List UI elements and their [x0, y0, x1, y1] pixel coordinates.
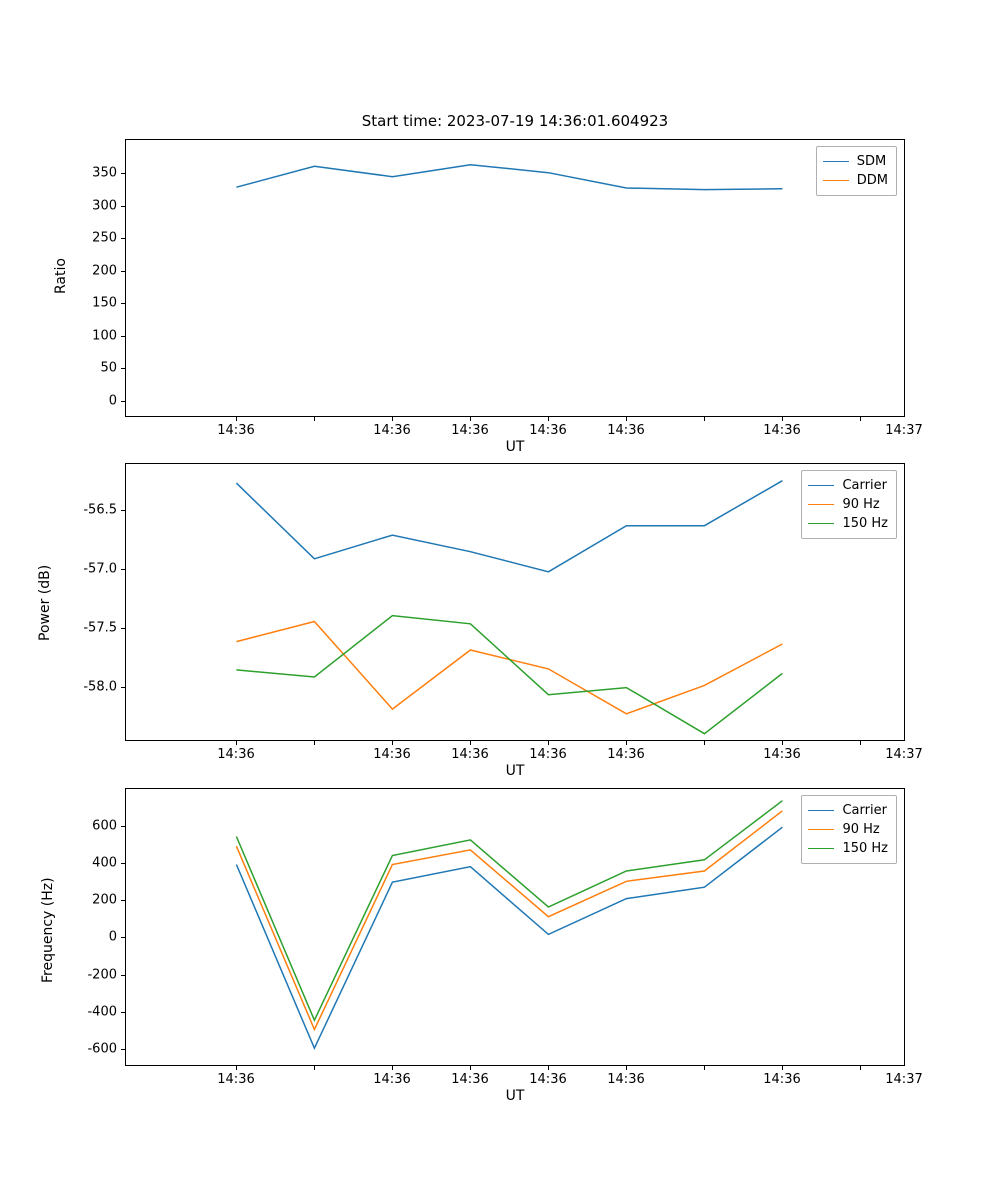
ytick-label: -57.5 [83, 620, 117, 636]
xtick-mark [626, 1066, 627, 1070]
xtick-label: 14:36 [451, 1072, 489, 1087]
y-axis-label: Ratio [53, 258, 69, 294]
xtick-mark [470, 1066, 471, 1070]
ytick-label: 100 [92, 328, 117, 344]
ytick-label: 400 [92, 855, 117, 871]
xtick-label: 14:36 [373, 747, 411, 762]
legend-ratio [816, 146, 897, 196]
xtick-mark [392, 741, 393, 745]
ytick-label: -58.0 [83, 679, 117, 695]
xtick-label: 14:36 [451, 423, 489, 438]
xtick-label: 14:36 [607, 1072, 645, 1087]
xtick-mark [782, 741, 783, 745]
xtick-label: 14:36 [373, 423, 411, 438]
legend-swatch-90hz [808, 829, 834, 830]
xtick-mark [470, 741, 471, 745]
ytick-label: 350 [92, 165, 117, 181]
legend-label: 90 Hz [842, 497, 880, 512]
legend-item [808, 495, 888, 514]
xtick-mark [548, 1066, 549, 1070]
xtick-label: 14:36 [217, 1072, 255, 1087]
legend-item [823, 152, 888, 171]
legend-swatch-ddm [823, 180, 849, 181]
xtick-mark [626, 741, 627, 745]
xtick-mark [314, 417, 315, 421]
ytick-label: 50 [100, 360, 117, 376]
legend-item [808, 801, 888, 820]
legend-swatch-carrier [808, 485, 834, 486]
xtick-label: 14:37 [885, 1072, 923, 1087]
ytick-label: 300 [92, 198, 117, 214]
legend-swatch-150hz [808, 523, 834, 524]
x-axis-label: UT [505, 439, 525, 455]
xtick-mark [704, 1066, 705, 1070]
xtick-label: 14:36 [373, 1072, 411, 1087]
legend-power [801, 470, 897, 539]
ytick-label: -200 [87, 967, 117, 983]
xtick-mark [236, 741, 237, 745]
ytick-mark [121, 303, 125, 304]
xtick-label: 14:36 [529, 1072, 567, 1087]
ytick-label: -400 [87, 1004, 117, 1020]
xtick-label: 14:36 [529, 423, 567, 438]
xtick-mark [626, 417, 627, 421]
ytick-label: 0 [108, 393, 117, 409]
legend-label: 90 Hz [842, 822, 880, 837]
ytick-label: 200 [92, 892, 117, 908]
ytick-mark [121, 401, 125, 402]
legend-item [808, 839, 888, 858]
xtick-mark [860, 741, 861, 745]
ytick-mark [121, 238, 125, 239]
ytick-mark [121, 206, 125, 207]
ytick-mark [121, 937, 125, 938]
xtick-label: 14:37 [885, 423, 923, 438]
ytick-mark [121, 900, 125, 901]
xtick-mark [548, 741, 549, 745]
x-axis-label: UT [505, 763, 525, 779]
ytick-mark [121, 975, 125, 976]
ytick-label: -600 [87, 1041, 117, 1057]
legend-item [808, 476, 888, 495]
chart-panel-frequency [40, 788, 923, 1104]
xtick-mark [782, 1066, 783, 1070]
xtick-mark [860, 1066, 861, 1070]
xtick-label: 14:36 [529, 747, 567, 762]
xtick-mark [704, 741, 705, 745]
legend-swatch-90hz [808, 504, 834, 505]
xtick-mark [236, 1066, 237, 1070]
x-axis-label: UT [505, 1088, 525, 1104]
ytick-mark [121, 336, 125, 337]
xtick-mark [548, 417, 549, 421]
legend-swatch-sdm [823, 161, 849, 162]
chart-panel-ratio [53, 112, 923, 455]
page-title: Start time: 2023-07-19 14:36:01.604923 [361, 112, 669, 130]
series-lines-ratio [125, 139, 905, 417]
xtick-mark [236, 417, 237, 421]
xtick-mark [470, 417, 471, 421]
ytick-label: 150 [92, 295, 117, 311]
ytick-mark [121, 628, 125, 629]
xtick-mark [314, 1066, 315, 1070]
ytick-mark [121, 826, 125, 827]
legend-swatch-150hz [808, 848, 834, 849]
ytick-mark [121, 1049, 125, 1050]
legend-label: 150 Hz [842, 841, 888, 856]
y-axis-label: Frequency (Hz) [40, 877, 56, 983]
ytick-label: -57.0 [83, 561, 117, 577]
series-lines-frequency [125, 788, 905, 1066]
legend-swatch-carrier [808, 810, 834, 811]
xtick-mark [392, 1066, 393, 1070]
xtick-label: 14:36 [217, 747, 255, 762]
xtick-mark [392, 417, 393, 421]
legend-item [808, 514, 888, 533]
ytick-mark [121, 569, 125, 570]
ytick-mark [121, 863, 125, 864]
xtick-mark [860, 417, 861, 421]
ytick-label: 600 [92, 818, 117, 834]
ytick-mark [121, 1012, 125, 1013]
xtick-mark [704, 417, 705, 421]
y-axis-label: Power (dB) [37, 564, 53, 641]
ytick-label: 0 [108, 929, 117, 945]
ytick-label: 250 [92, 230, 117, 246]
ytick-mark [121, 510, 125, 511]
xtick-label: 14:37 [885, 747, 923, 762]
xtick-label: 14:36 [763, 1072, 801, 1087]
xtick-label: 14:36 [217, 423, 255, 438]
ytick-label: -56.5 [83, 502, 117, 518]
xtick-mark [314, 741, 315, 745]
legend-label: Carrier [842, 478, 887, 493]
legend-item [823, 171, 888, 190]
legend-label: Carrier [842, 803, 887, 818]
ytick-mark [121, 173, 125, 174]
legend-item [808, 820, 888, 839]
xtick-label: 14:36 [607, 423, 645, 438]
xtick-label: 14:36 [763, 423, 801, 438]
ytick-mark [121, 271, 125, 272]
ytick-label: 200 [92, 263, 117, 279]
legend-label: DDM [856, 173, 888, 188]
xtick-label: 14:36 [451, 747, 489, 762]
ytick-mark [121, 368, 125, 369]
xtick-label: 14:36 [763, 747, 801, 762]
legend-label: 150 Hz [842, 516, 888, 531]
chart-panel-power [37, 463, 923, 779]
series-lines-power [125, 463, 905, 741]
ytick-mark [121, 687, 125, 688]
xtick-label: 14:36 [607, 747, 645, 762]
xtick-mark [782, 417, 783, 421]
legend-label: SDM [856, 154, 887, 169]
legend-frequency [801, 795, 897, 864]
